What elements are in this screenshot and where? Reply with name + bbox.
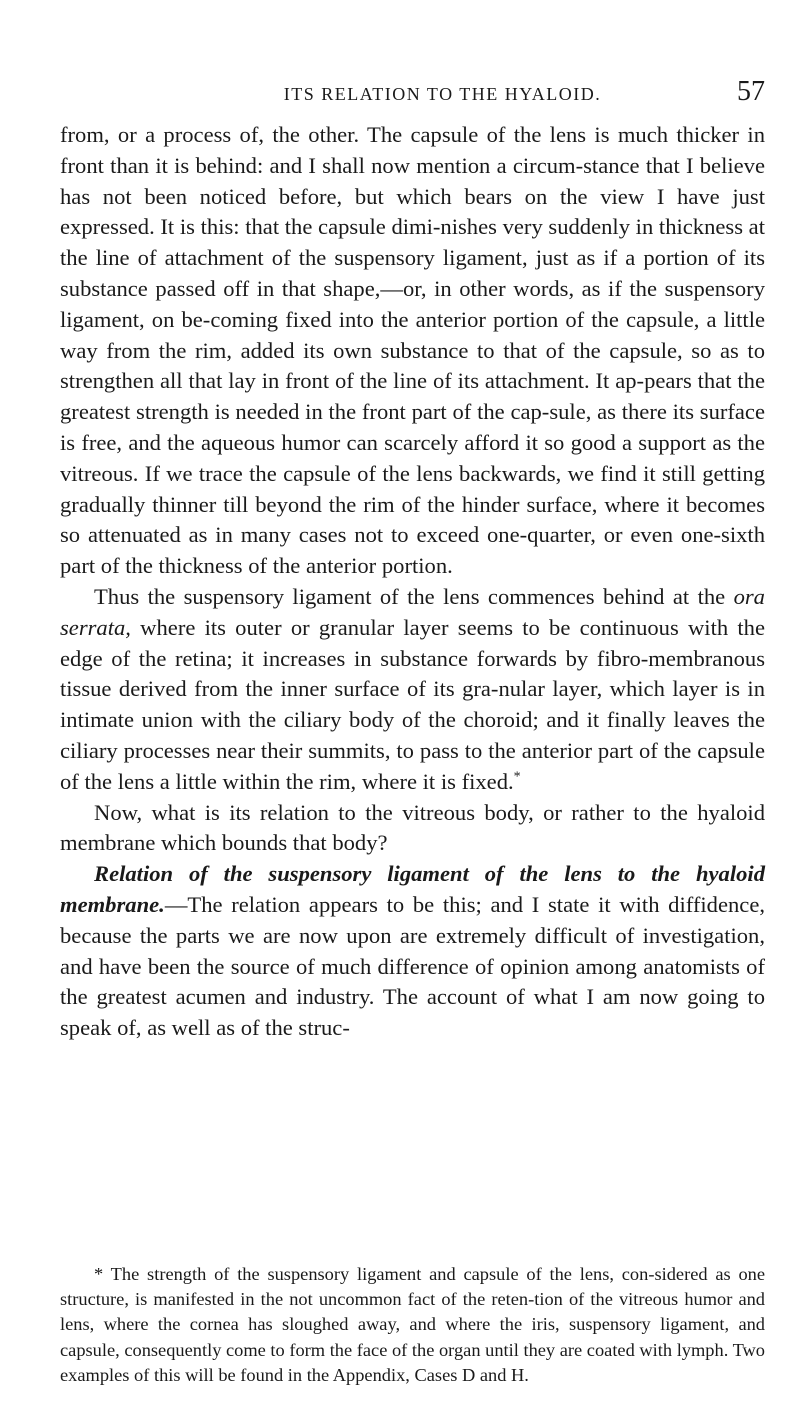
running-head — [60, 76, 765, 116]
footnote-marker: * — [94, 1264, 104, 1284]
book-page — [60, 0, 765, 1415]
paragraph-text: —The relation appears to be this; and I state it with diffidence, because the parts we are now upon are extremely difficult of investigation, and have been the source of much difference of opinion among anatomists of the greatest acumen and industry. The account of what I am now going to speak of, as well as of the struc- — [60, 891, 765, 1041]
running-title: ITS RELATION TO THE HYALOID. — [283, 84, 602, 104]
footnote-reference: * — [513, 769, 521, 785]
paragraph-suspensory-ligament — [60, 582, 765, 798]
paragraph-capsule-thickness: from, or a process of, the other. The capsule of the lens is much thicker in front than it is behind: and I shall now mention a circum-stance that I believe has not been noticed before, but which bears on the view I have just expressed. It is this: that the capsule dimi-nishes very suddenly in thickness at the line of attachment of the suspensory ligament, just as if a portion of its substance passed off in that shape,—or, in other words, as if the suspensory ligament, on be-coming fixed into the anterior portion of the capsule, a little way from the rim, added its own substance to that of the capsule, so as to strengthen all that lay in front of the line of its attachment. It ap-pears that the greatest strength is needed in the front part of the cap-sule, as there its surface is free, and the aqueous humor can scarcely afford it so good a support as the vitreous. If we trace the capsule of the lens backwards, we find it still getting gradually thinner till beyond the rim of the hinder surface, where it becomes so attenuated as in many cases not to exceed one-quarter, or even one-sixth part of the thickness of the anterior portion. — [60, 122, 765, 579]
paragraph-question: Now, what is its relation to the vitreous body, or rather to the hyaloid membrane which bounds that body? — [60, 799, 765, 856]
italic-term-ora-serrata: ora serrata, — [60, 583, 765, 640]
paragraph-text: Thus the suspensory ligament of the lens commences behind at the — [94, 583, 726, 609]
footnote — [60, 1262, 765, 1388]
body-text — [60, 120, 765, 1044]
section-sidehead: Relation of the suspensory ligament of the lens to the hyaloid membrane. — [60, 861, 765, 917]
paragraph-relation — [60, 859, 765, 1044]
paragraph-text: where its outer or granular layer seems to be continuous with the edge of the retina; it increases in substance forwards by fibro-membranous tissue derived from the inner surface of its gra-nular layer, which layer is in intimate union with the ciliary body of the choroid; and it finally leaves the ciliary processes near their summits, to pass to the anterior part of the capsule of the lens a little within the rim, where it is fixed. — [60, 614, 765, 794]
page-number: 57 — [737, 76, 765, 107]
footnote-paragraph — [60, 1262, 765, 1388]
footnote-text: The strength of the suspensory ligament and capsule of the lens, con-sidered as one structure, is manifested in the not uncommon fact of the reten-tion of the vitreous humor and lens, where the cornea has sloughed away, and where the iris, suspensory ligament, and capsule, consequently come to form the face of the organ until they are coated with lymph. Two examples of this will be found in the Appendix, Cases D and H. — [60, 1264, 765, 1385]
